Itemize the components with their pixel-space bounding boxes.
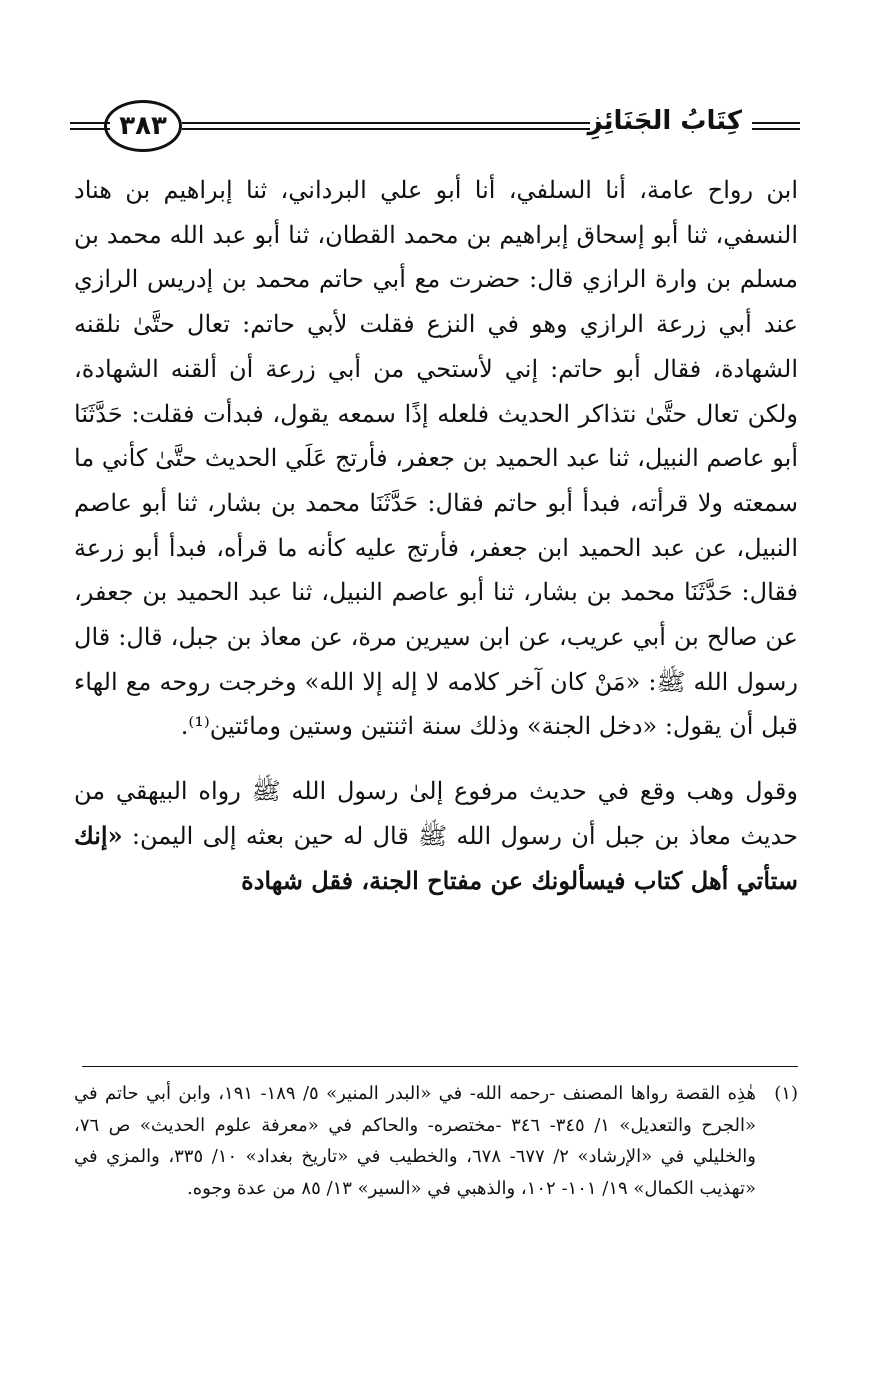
footnote-text: هٰذِه القصة رواها المصنف -رحمه الله- في «البدر المنير» ٥/ ١٨٩- ١٩١، وابن أبي حاتم في «الجرح والتعديل» ١/ ٣٤٥- ٣٤٦ -مختصره- والحاكم في «معرفة علوم الحديث» ص ٧٦، والخليلي في «الإرشاد» ٢/ ٦٧٧- ٦٧٨، والخطيب في «تاريخ بغداد» ١٠/ ٣٣٥، والمزي في «تهذيب الكمال» ١٩/ ١٠١- ١٠٢، والذهبي في «السير» ١٣/ ٨٥ من عدة وجوه. (74, 1083, 756, 1199)
footnotes (74, 1078, 798, 1204)
page-number: ٣٨٣ (119, 111, 167, 141)
paragraph-2-start: وقول وهب وقع في حديث مرفوع إلىٰ رسول الله ﷺ رواه البيهقي من حديث معاذ بن جبل أن رسول الله ﷺ قال له حين بعثه إلى اليمن: (74, 777, 798, 850)
header-rule-middle (182, 122, 590, 130)
paragraph-2 (74, 769, 798, 903)
footnote-separator (82, 1066, 798, 1067)
footnote-number: (١) (774, 1083, 798, 1104)
page-header (70, 96, 800, 156)
paragraph-1-text: ابن رواح عامة، أنا السلفي، أنا أبو علي البرداني، ثنا إبراهيم بن هناد النسفي، ثنا أبو إسحاق إبراهيم بن محمد القطان، ثنا أبو عبد الله محمد بن مسلم بن وارة الرازي قال: حضرت مع أبي حاتم محمد بن إدريس الرازي عند أبي زرعة الرازي وهو في النزع فقلت لأبي حاتم: تعال حتَّىٰ نلقنه الشهادة، فقال أبو حاتم: إني لأستحي من أبي زرعة أن ألقنه الشهادة، ولكن تعال حتَّىٰ نتذاكر الحديث فلعله إذًا سمعه يقول، فبدأت فقلت: حَدَّثَنَا أبو عاصم النبيل، ثنا عبد الحميد بن جعفر، فأرتج عَلَي الحديث حتَّىٰ كأني ما سمعته ولا قرأته، فبدأ أبو حاتم فقال: حَدَّثَنَا محمد بن بشار، ثنا أبو عاصم النبيل، عن عبد الحميد ابن جعفر، فأرتج عليه كأنه ما قرأه، فبدأ أبو زرعة فقال: حَدَّثَنَا محمد بن بشار، ثنا أبو عاصم النبيل، ثنا عبد الحميد بن جعفر، عن صالح بن أبي عريب، عن ابن سيرين مرة، عن معاذ بن جبل، قال: قال رسول الله ﷺ: «مَنْ كان آخر كلامه لا إله إلا الله» وخرجت روحه مع الهاء قبل أن يقول: «دخل الجنة» وذلك سنة اثنتين وستين ومائتين⁽¹⁾. (74, 176, 798, 741)
main-text (74, 168, 798, 903)
header-rule-left (70, 122, 110, 130)
header-rule-right (752, 122, 800, 130)
paragraph-2-bold-quote: «إنك ستأتي أهل كتاب فيسألونك عن مفتاح الجنة، فقل شهادة (74, 820, 798, 895)
paragraph-1 (74, 168, 798, 749)
footnote-item (74, 1078, 798, 1204)
paragraph-2-text (74, 769, 798, 903)
page-number-badge (104, 100, 182, 152)
chapter-title: كِتَابُ الجَنَائِزِ (587, 106, 742, 136)
